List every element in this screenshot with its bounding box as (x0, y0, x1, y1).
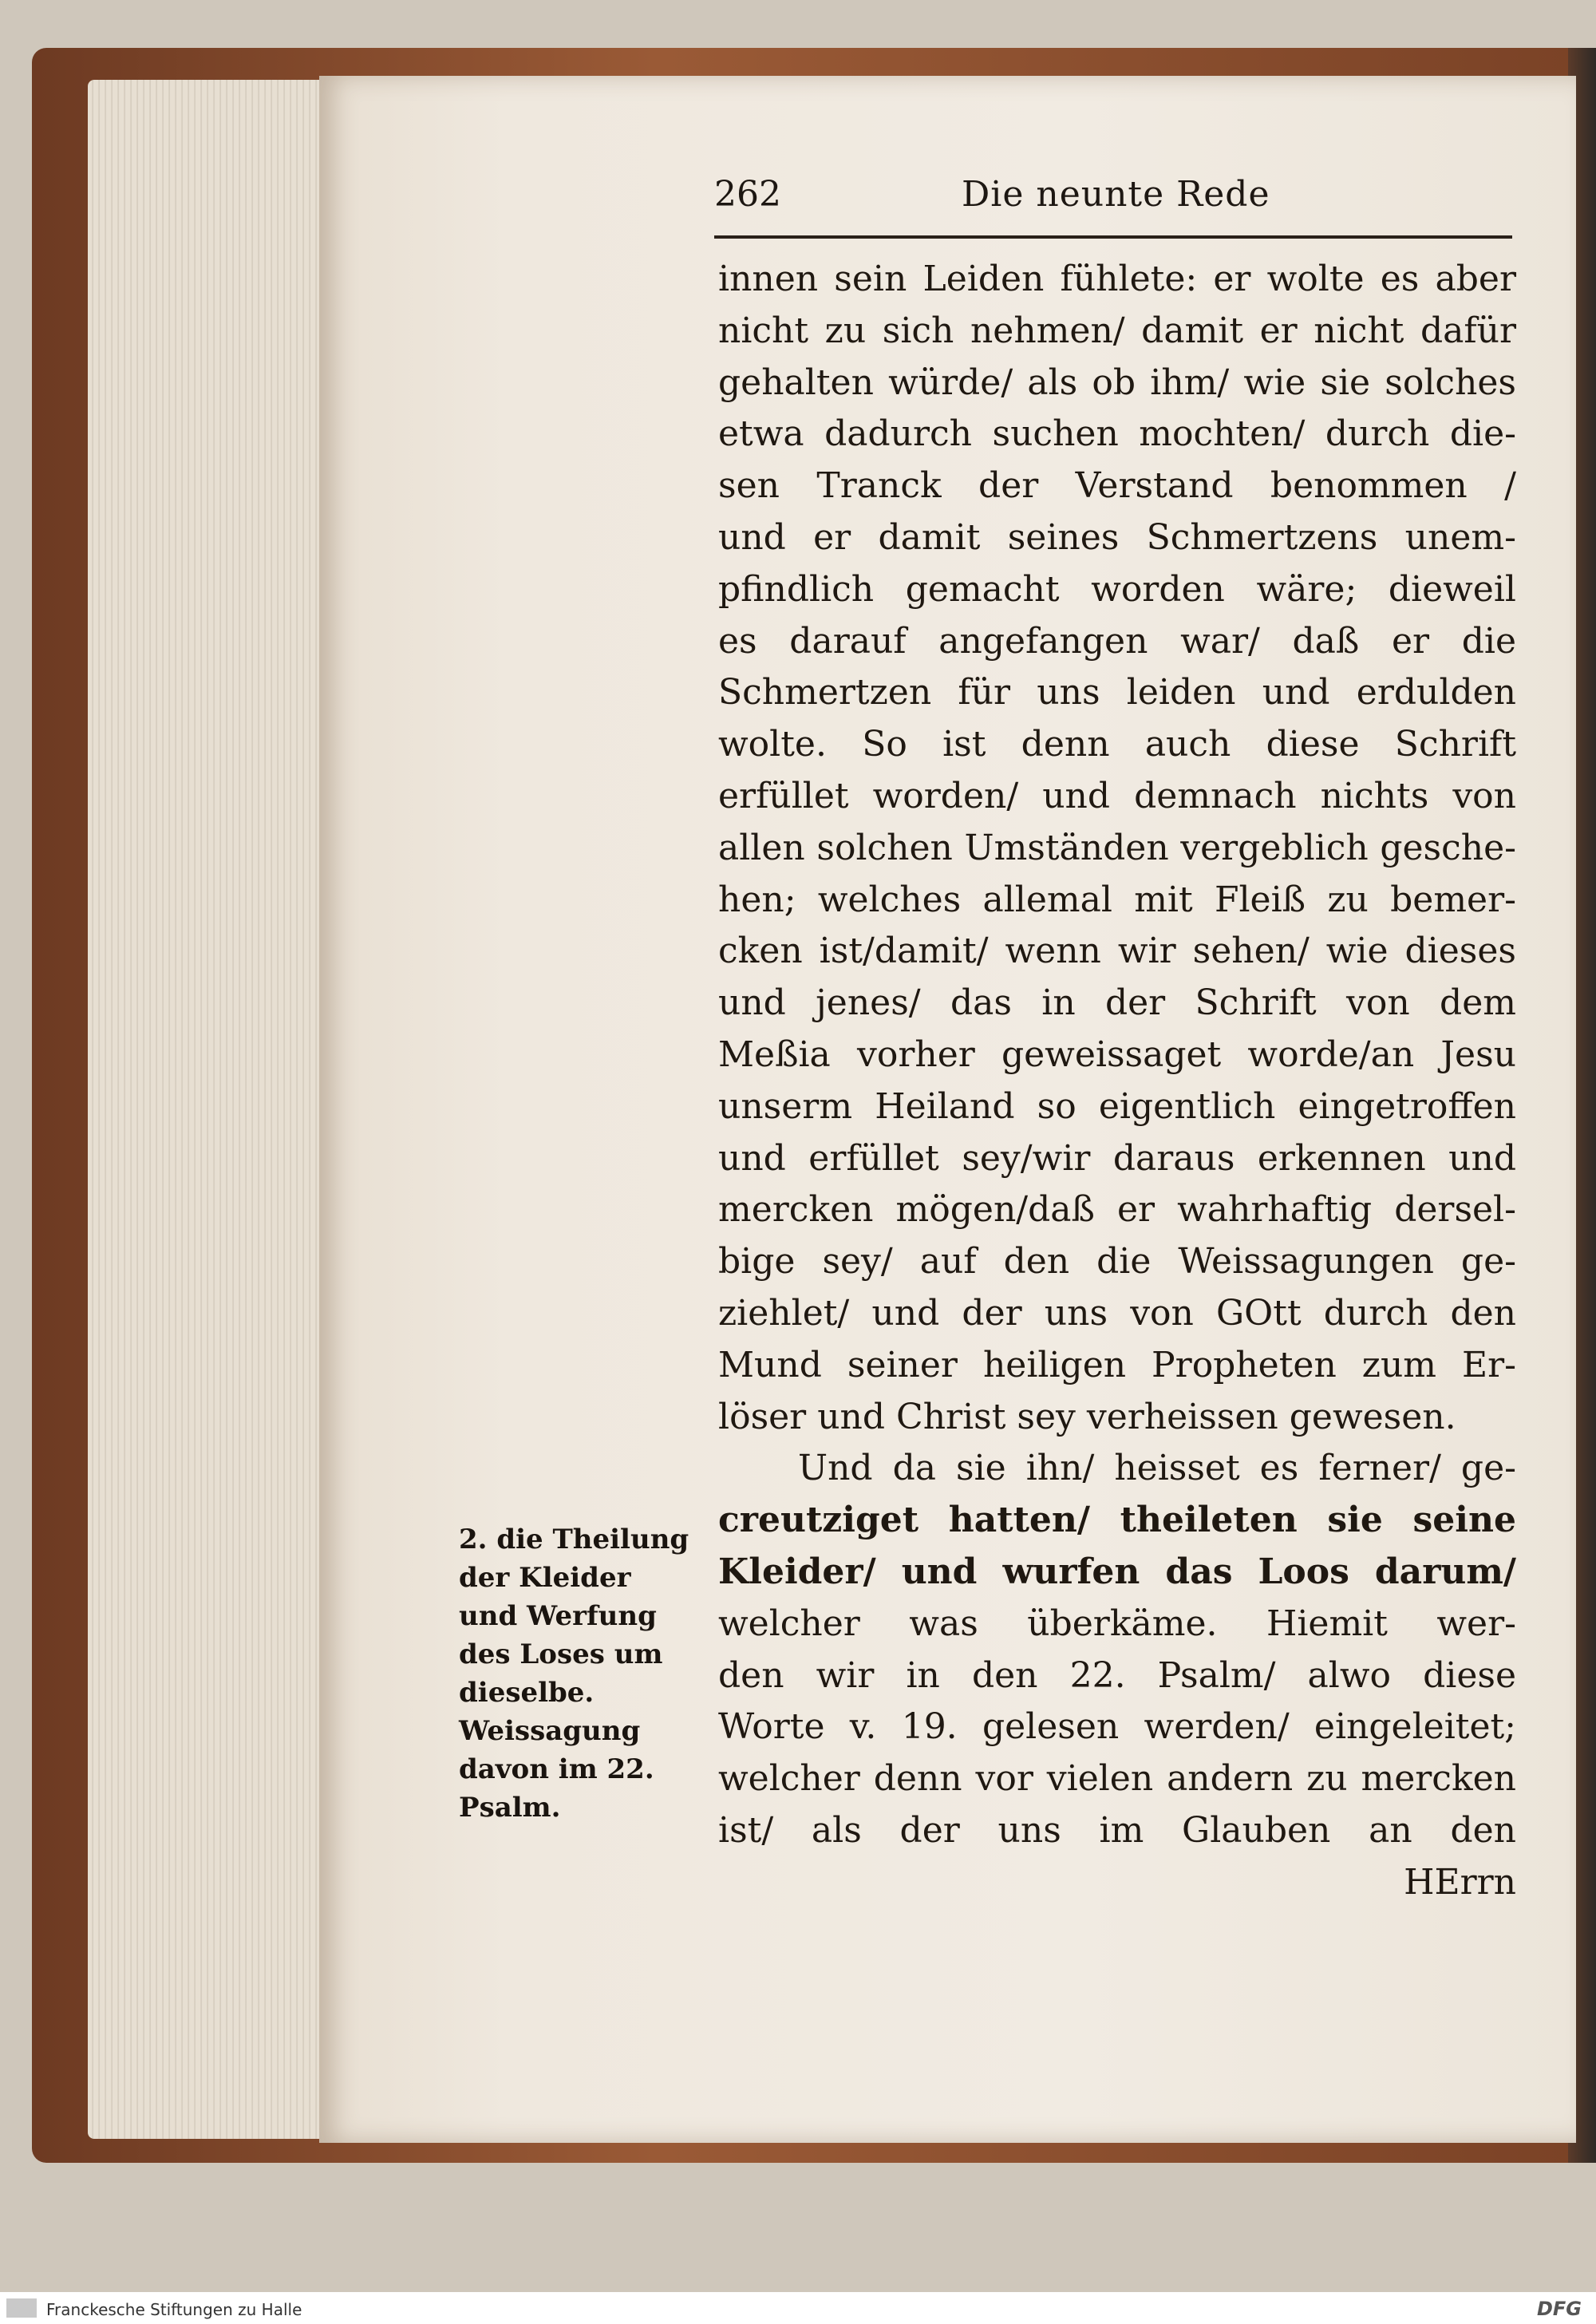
running-head (714, 168, 1512, 223)
margin-line: und Werfung (459, 1600, 657, 1632)
text-line: pfindlich gemacht worden wäre; dieweil (718, 568, 1516, 610)
text-line: welcher was überkäme. Hiemit wer- (718, 1603, 1516, 1644)
text-line: und jenes/ das in der Schrift von dem (718, 982, 1516, 1024)
text-line: Worte v. 19. gelesen werden/ eingeleitet; (718, 1706, 1516, 1748)
viewer-footer (0, 2292, 1596, 2324)
header-rule (714, 235, 1512, 239)
text-line: Schmertzen für uns leiden und erdulden (718, 672, 1516, 713)
margin-line: Psalm. (459, 1792, 561, 1824)
text-line: Kleider/ und wurfen das Loos darum/ (718, 1551, 1516, 1592)
text-line: etwa dadurch suchen mochten/ durch die- (718, 413, 1516, 455)
margin-line: dieselbe. (459, 1677, 595, 1709)
marginal-note (459, 1520, 714, 1827)
page-number: 262 (714, 174, 781, 215)
institution-credit: Franckesche Stiftungen zu Halle (46, 2300, 302, 2319)
text-line: es darauf angefangen war/ daß er die (718, 620, 1516, 662)
margin-line: des Loses um (459, 1638, 663, 1670)
text-line: bige sey/ auf den die Weissagungen ge- (718, 1241, 1516, 1283)
text-line: und erfüllet sey/wir daraus erkennen und (718, 1137, 1516, 1179)
text-line: cken ist/damit/ wenn wir sehen/ wie dieses (718, 931, 1516, 972)
catchword: HErrn (1404, 1861, 1516, 1903)
text-line: innen sein Leiden fühlete: er wolte es aber (718, 259, 1516, 299)
text-line: welcher denn vor vielen andern zu mercken (718, 1758, 1516, 1800)
text-line: den wir in den 22. Psalm/ alwo diese (718, 1654, 1516, 1696)
page-block-edges (88, 80, 335, 2139)
institution-logo-icon (6, 2298, 37, 2318)
text-line: Und da sie ihn/ heisset es ferner/ ge- (798, 1448, 1516, 1489)
text-line: unserm Heiland so eigentlich eingetroffen (718, 1085, 1516, 1127)
text-line: und er damit seines Schmertzens unem- (718, 516, 1516, 558)
margin-line: davon im 22. (459, 1753, 654, 1785)
text-line: mercken mögen/daß er wahrhaftig dersel- (718, 1189, 1516, 1231)
text-line: creutziget hatten/ theileten sie seine (718, 1500, 1516, 1541)
text-line: gehalten würde/ als ob ihm/ wie sie solches (718, 362, 1516, 403)
text-line: löser und Christ sey verheissen gewesen. (718, 1396, 1456, 1437)
margin-line: der Kleider (459, 1562, 631, 1594)
main-text-column (718, 254, 1516, 1909)
running-title: Die neunte Rede (962, 174, 1270, 215)
text-line: sen Tranck der Verstand benommen / (718, 465, 1516, 507)
text-line: hen; welches allemal mit Fleiß zu bemer- (718, 879, 1516, 920)
text-line: wolte. So ist denn auch diese Schrift (718, 724, 1516, 765)
text-line: nicht zu sich nehmen/ damit er nicht dafür (718, 310, 1516, 351)
text-line: ist/ als der uns im Glauben an den (718, 1809, 1516, 1851)
margin-line: 2. die Theilung (459, 1524, 689, 1555)
dfg-badge: DFG (1536, 2298, 1582, 2320)
text-line: allen solchen Umständen vergeblich gesche- (718, 827, 1516, 868)
text-line: Mund seiner heiligen Propheten zum Er- (718, 1344, 1516, 1385)
text-line: erfüllet worden/ und demnach nichts von (718, 775, 1516, 816)
text-line: Meßia vorher geweissaget worde/an Jesu (718, 1034, 1516, 1075)
margin-line: Weissagung (459, 1715, 641, 1747)
text-line: ziehlet/ und der uns von GOtt durch den (718, 1292, 1516, 1334)
